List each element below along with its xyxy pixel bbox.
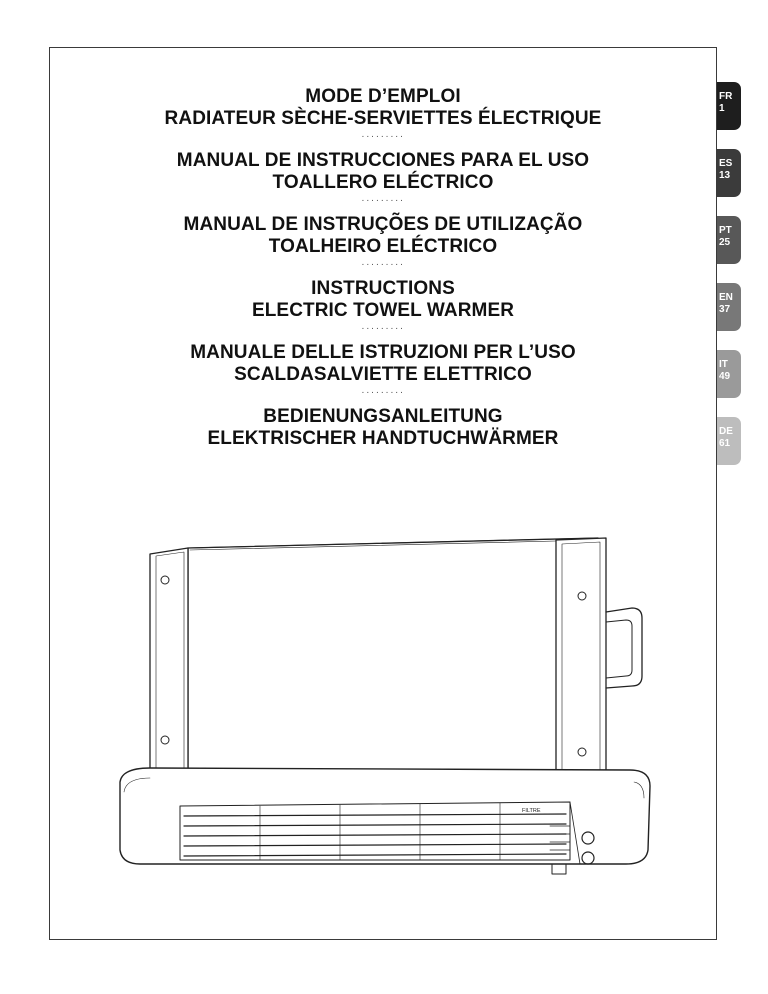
- tab-fr[interactable]: [717, 82, 741, 130]
- title-en-line2: ELECTRIC TOWEL WARMER: [251, 300, 515, 321]
- separator-dots: ·········: [361, 259, 405, 270]
- tab-en-page: 37: [719, 304, 731, 315]
- tab-fr-code: FR: [719, 91, 733, 102]
- tab-it[interactable]: [717, 350, 741, 398]
- tab-de-code: DE: [719, 426, 733, 437]
- filter-label: FILTRE: [522, 808, 541, 814]
- title-it-line2: SCALDASALVIETTE ELETTRICO: [234, 364, 532, 385]
- towel-warmer-illustration: [110, 520, 670, 880]
- tab-fr-page: 1: [719, 103, 725, 114]
- tab-pt[interactable]: [717, 216, 741, 264]
- title-block-es: [49, 150, 717, 208]
- separator-dots: ·········: [361, 131, 405, 142]
- title-pt-line1: MANUAL DE INSTRUÇÕES DE UTILIZAÇÃO: [183, 214, 583, 235]
- separator-dots: ·········: [361, 195, 405, 206]
- towel-panel: [150, 538, 642, 782]
- title-es-line2: TOALLERO ELÉCTRICO: [272, 172, 494, 193]
- tab-en-code: EN: [719, 292, 733, 303]
- tab-es[interactable]: [717, 149, 741, 197]
- tab-it-code: IT: [719, 359, 728, 370]
- title-block-it: [49, 342, 717, 400]
- tab-de[interactable]: [717, 417, 741, 465]
- title-fr-line2: RADIATEUR SÈCHE-SERVIETTES ÉLECTRIQUE: [164, 108, 602, 129]
- title-fr-line1: MODE D’EMPLOI: [305, 86, 461, 107]
- title-de-line2: ELEKTRISCHER HANDTUCHWÄRMER: [207, 428, 559, 449]
- title-es-line1: MANUAL DE INSTRUCCIONES PARA EL USO: [176, 150, 590, 171]
- title-block-pt: [49, 214, 717, 272]
- separator-dots: ·········: [361, 387, 405, 398]
- title-de-line1: BEDIENUNGSANLEITUNG: [263, 406, 503, 427]
- tab-es-code: ES: [719, 158, 733, 169]
- tab-de-page: 61: [719, 438, 731, 449]
- tab-en[interactable]: [717, 283, 741, 331]
- heater-unit: [120, 768, 650, 874]
- separator-dots: ·········: [361, 323, 405, 334]
- tab-pt-code: PT: [719, 225, 732, 236]
- title-block-fr: [49, 86, 717, 144]
- title-block-de: [49, 406, 717, 450]
- tab-es-page: 13: [719, 170, 731, 181]
- tab-pt-page: 25: [719, 237, 731, 248]
- title-en-line1: INSTRUCTIONS: [311, 278, 455, 299]
- title-pt-line2: TOALHEIRO ELÉCTRICO: [268, 236, 498, 257]
- tab-it-page: 49: [719, 371, 731, 382]
- title-block-en: [49, 278, 717, 336]
- title-it-line1: MANUALE DELLE ISTRUZIONI PER L’USO: [190, 342, 576, 363]
- language-titles: [49, 86, 717, 450]
